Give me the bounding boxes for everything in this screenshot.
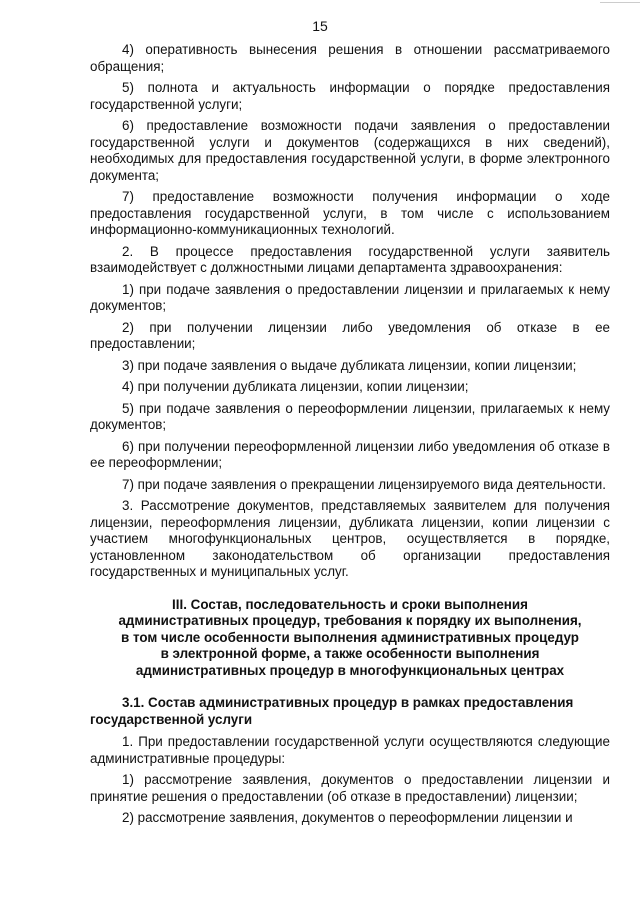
section-title-line: в электронной форме, а также особенности выполнения [160,646,540,661]
paragraph: 4) при получении дубликата лицензии, копии лицензии; [122,379,469,394]
section-title-line: административных процедур, требования к порядку их выполнения, [118,613,582,628]
paragraph: 1) при подаче заявления о предоставлении лицензии и прилагаемых к нему документов; [90,281,610,313]
paragraph: 2. В процессе предоставления государственной услуги заявитель взаимодействует с должностными лицами департамента здравоохранения: [90,243,610,275]
scan-edge-line [600,2,640,3]
paragraph: 6) при получении переоформленной лицензии либо уведомления об отказе в ее переоформлении; [90,438,610,470]
paragraph: 2) рассмотрение заявления, документов о переоформлении лицензии и [122,810,573,825]
paragraph: 4) оперативность вынесения решения в отношении рассматриваемого обращения; [90,42,610,74]
page-number: 15 [312,18,328,34]
paragraph: 3) при подаче заявления о выдаче дубликата лицензии, копии лицензии; [122,357,577,373]
paragraph: 3. Рассмотрение документов, представляемых заявителем для получения лицензии, переоформления лицензии, дубликата лицензии, копии лицензии с участием многофункциональных центров, осуществляется в порядке, установленном законодательством об организации предоставления государственных и муниципальных услуг. [90,498,610,579]
paragraph: 5) полнота и актуальность информации о порядке предоставления государственной услуги; [90,80,610,112]
paragraph: 1) рассмотрение заявления, документов о предоставлении лицензии и принятие решения о предоставлении (об отказе в предоставлении) лицензии; [90,772,610,804]
document-body [90,42,610,832]
paragraph: 5) при подаче заявления о переоформлении лицензии, прилагаемых к нему документов; [90,400,610,432]
section-title [90,597,610,680]
section-title-line: административных процедур в многофункциональных центрах [135,662,565,678]
section-title-line: III. Состав, последовательность и сроки выполнения [172,596,528,612]
paragraph: 7) при подаче заявления о прекращении лицензируемого вида деятельности. [122,476,606,492]
paragraph: 1. При предоставлении государственной услуги осуществляются следующие административные процедуры: [90,734,610,766]
paragraph: 6) предоставление возможности подачи заявления о предоставлении государственной услуги и документов (содержащихся в них сведений), необходимых для предоставления государственной услуги, в форме электронного документа; [90,118,610,183]
paragraph: 2) при получении лицензии либо уведомления об отказе в ее предоставлении; [90,319,610,351]
subsection-title: 3.1. Состав административных процедур в рамках предоставления государственной услуги [90,695,574,727]
section-title-line: в том числе особенности выполнения административных процедур [121,629,579,645]
paragraph: 7) предоставление возможности получения информации о ходе предоставления государственной услуги, в том числе с использованием информационно-коммуникационных технологий. [90,189,610,237]
